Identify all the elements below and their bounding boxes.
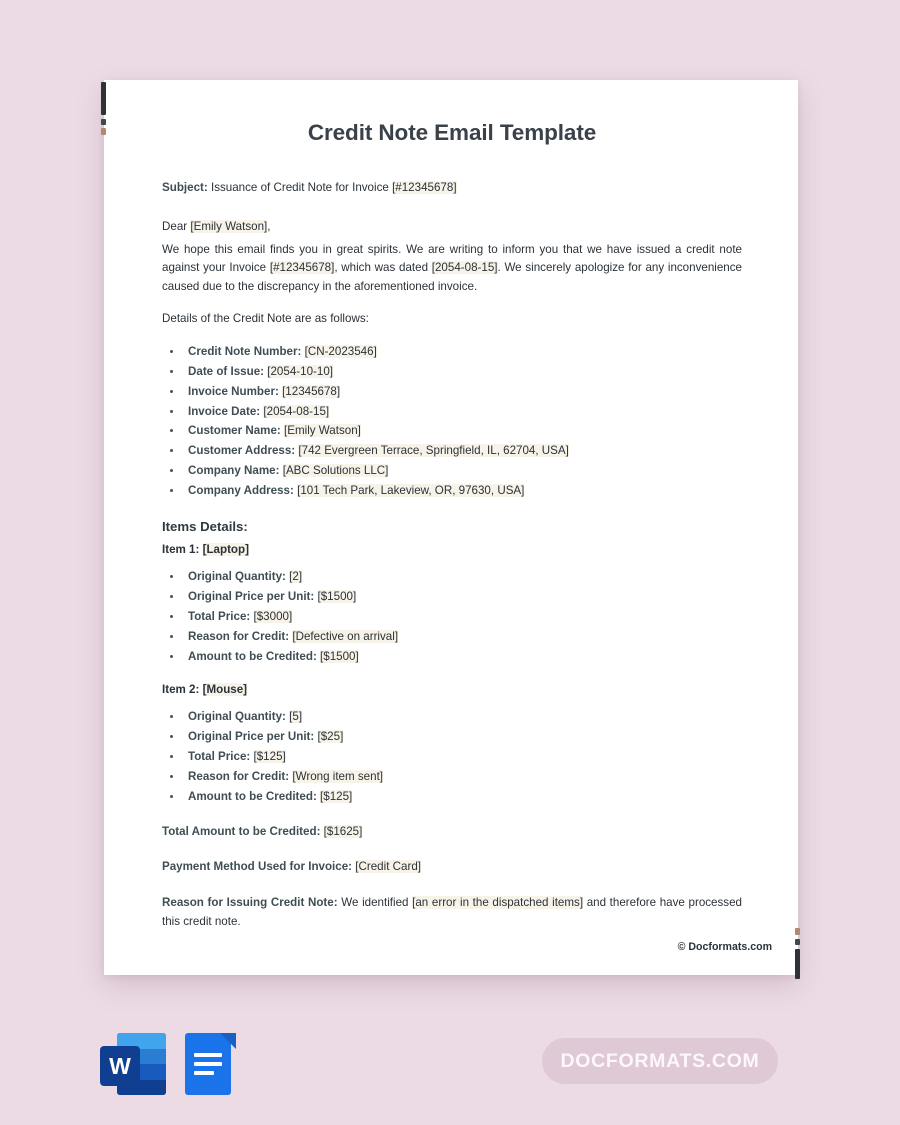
item-field-label: Original Price per Unit: [188, 729, 315, 743]
detail-label: Company Name: [188, 464, 280, 478]
item-field-value: [$3000] [253, 610, 293, 624]
crop-marker-left-main [101, 82, 106, 115]
list-item [162, 567, 742, 587]
detail-value: [2054-10-10] [267, 364, 334, 378]
document-page [104, 80, 798, 975]
crop-marker-right-main [795, 949, 800, 979]
crop-marker-left-tan [101, 128, 106, 135]
item-1-heading [162, 543, 742, 556]
intro-paragraph [162, 241, 742, 297]
crop-marker-left-dark [101, 119, 106, 125]
items-details-heading: Items Details: [162, 519, 248, 535]
list-item [162, 727, 742, 747]
item-2-fields-list [162, 707, 742, 807]
list-item [162, 767, 742, 787]
list-item [162, 707, 742, 727]
list-item [162, 747, 742, 767]
item-field-label: Amount to be Credited: [188, 789, 317, 803]
detail-value: [Emily Watson] [284, 424, 361, 438]
salutation [162, 218, 742, 237]
item-2-value: [Mouse] [202, 682, 248, 696]
item-field-value: [$25] [317, 729, 344, 743]
list-item [162, 587, 742, 607]
list-item [162, 607, 742, 627]
gdocs-icon-fold [220, 1033, 236, 1049]
item-field-label: Original Price per Unit: [188, 590, 315, 604]
detail-label: Invoice Date: [188, 404, 261, 418]
salutation-name: [Emily Watson] [190, 219, 268, 233]
detail-label: Company Address: [188, 484, 294, 498]
total-amount-credited [162, 823, 742, 842]
intro-invoice-date: [2054-08-15] [431, 261, 498, 275]
subject-invoice-value: [#12345678] [392, 181, 457, 194]
item-2-heading [162, 683, 742, 696]
list-item [162, 627, 742, 647]
item-field-label: Total Price: [188, 610, 251, 624]
item-field-label: Original Quantity: [188, 709, 286, 723]
subject-text: Issuance of Credit Note for Invoice [207, 181, 393, 194]
item-field-label: Original Quantity: [188, 570, 286, 584]
detail-value: [12345678] [282, 384, 341, 398]
list-item [162, 402, 742, 422]
gdocs-icon-line [194, 1053, 222, 1057]
item-field-label: Reason for Credit: [188, 769, 290, 783]
payment-method-value: [Credit Card] [355, 860, 421, 874]
detail-label: Customer Address: [188, 444, 296, 458]
crop-marker-right-dark [795, 939, 800, 945]
item-1-fields-list [162, 567, 742, 667]
page-title: Credit Note Email Template [307, 120, 597, 145]
reason-part-1: We identified [337, 896, 413, 910]
detail-value: [742 Evergreen Terrace, Springfield, IL, 62704, USA] [298, 444, 569, 458]
gdocs-icon-line [194, 1071, 214, 1075]
list-item [162, 647, 742, 667]
item-1-label: Item 1: [162, 543, 203, 557]
item-field-label: Total Price: [188, 749, 251, 763]
item-field-value: [2] [289, 570, 303, 584]
google-docs-icon[interactable] [180, 1031, 236, 1103]
detail-label: Credit Note Number: [188, 344, 302, 358]
format-icons-row [100, 1028, 236, 1103]
list-item [162, 421, 742, 441]
item-field-value: [5] [289, 709, 303, 723]
microsoft-word-icon[interactable] [100, 1028, 166, 1100]
detail-label: Date of Issue: [188, 364, 265, 378]
detail-label: Customer Name: [188, 424, 281, 438]
item-field-value: [$1500] [320, 649, 359, 663]
item-field-value: [Defective on arrival] [292, 630, 399, 643]
intro-part-1: We hope this email finds you in great spirits. We are writing to inform you that we have issued a credit note against your Invoice [162, 242, 742, 275]
word-icon-letter: W [100, 1046, 140, 1086]
intro-invoice-number: [#12345678] [269, 261, 335, 275]
list-item [162, 382, 742, 402]
detail-label: Invoice Number: [188, 384, 279, 398]
crop-marker-right-tan [795, 928, 800, 935]
document-footer-copyright: © Docformats.com [677, 941, 772, 953]
subject-line [162, 179, 742, 198]
total-credited-value: [$1625] [323, 824, 363, 838]
reason-part-2: and therefore have processed this credit note. [162, 896, 742, 928]
intro-part-2: , which was dated [334, 261, 432, 275]
item-field-value: [$125] [253, 749, 286, 763]
item-field-label: Amount to be Credited: [188, 649, 317, 663]
docformats-watermark-badge [542, 1038, 778, 1084]
list-item [162, 481, 742, 501]
detail-value: [101 Tech Park, Lakeview, OR, 97630, USA] [297, 484, 525, 498]
intro-part-3: . We sincerely apologize for any inconvenience caused due to the discrepancy in the aforementioned invoice. [162, 261, 742, 294]
detail-value: [ABC Solutions LLC] [282, 464, 389, 478]
list-item [162, 787, 742, 807]
reason-value: [an error in the dispatched items] [412, 896, 584, 910]
item-field-value: [$1500] [317, 590, 357, 604]
detail-value: [2054-08-15] [263, 404, 330, 418]
list-item [162, 461, 742, 481]
list-item [162, 342, 742, 362]
item-field-value: [$125] [320, 789, 353, 803]
total-credited-label: Total Amount to be Credited: [162, 824, 321, 838]
credit-note-details-list [162, 342, 742, 502]
reason-paragraph [162, 894, 742, 932]
gdocs-icon-line [194, 1062, 222, 1066]
list-item [162, 362, 742, 382]
salutation-suffix: , [267, 219, 271, 233]
payment-method-label: Payment Method Used for Invoice: [162, 860, 353, 874]
item-field-label: Reason for Credit: [188, 630, 290, 643]
list-item [162, 441, 742, 461]
salutation-prefix: Dear [162, 219, 191, 233]
payment-method-line [162, 858, 742, 877]
subject-label: Subject: [162, 181, 208, 194]
watermark-text: DOCFORMATS.COM [560, 1049, 760, 1072]
item-1-value: [Laptop] [202, 543, 249, 557]
details-lead: Details of the Credit Note are as follows: [162, 311, 369, 325]
reason-label: Reason for Issuing Credit Note: [162, 896, 338, 910]
item-field-value: [Wrong item sent] [292, 769, 384, 783]
item-2-label: Item 2: [162, 682, 203, 696]
detail-value: [CN-2023546] [304, 344, 377, 358]
